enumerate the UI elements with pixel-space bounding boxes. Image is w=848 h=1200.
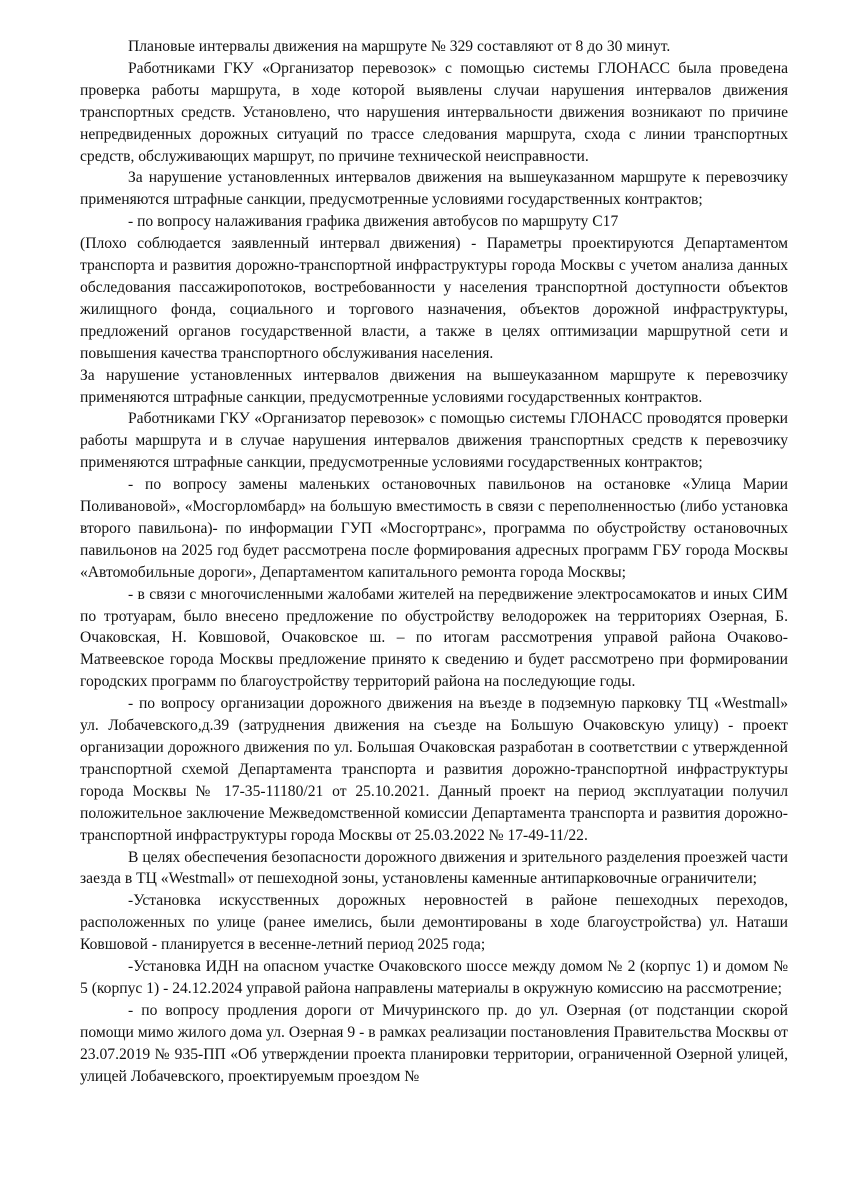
paragraph-speed-bumps-kovshovoy: -Установка искусственных дорожных неровностей в районе пешеходных переходов, расположенных по улице (ранее имелись, были демонтированы в ходе благоустройства) ул. Наташи Ковшовой - планируется в весенне-летний период 2025 года; xyxy=(80,892,788,954)
paragraph-penalties-2: За нарушение установленных интервалов движения на вышеуказанном маршруте к перевозчику применяются штрафные санкции, предусмотренные условиями государственных контрактов. xyxy=(80,366,788,406)
paragraph-route-329-intervals: Плановые интервалы движения на маршруте № 329 составляют от 8 до 30 минут. xyxy=(128,38,671,55)
paragraph-glonass-check: Работниками ГКУ «Организатор перевозок» с помощью системы ГЛОНАСС была проведена проверка работы маршрута, в ходе которой выявлены случаи нарушения интервалов движения транспортных средств. Установлено, что нарушения интервальности движения возникают по причине непредвиденных дорожных ситуаций по трассе следования маршрута, схода с линии транспортных средств, обслуживающих маршрут, по причине технической неисправности. xyxy=(80,59,788,165)
document-page xyxy=(80,36,788,1088)
paragraph-bike-lanes: - в связи с многочисленными жалобами жителей на передвижение электросамокатов и иных СИМ по тротуарам, было внесено предложение по обустройству велодорожек на территориях Озерная, Б. Очаковская, Н. Ковшовой, Очаковское ш. – по итогам рассмотрения управой района Очаково-Матвеевское города Москвы предложение принято к сведению и будет рассмотрено при формировании городских программ по благоустройству территорий района на последующие годы. xyxy=(80,585,788,691)
paragraph-route-c17: - по вопросу налаживания графика движения автобусов по маршруту С17 xyxy=(128,213,619,231)
paragraph-glonass-checks-2: Работниками ГКУ «Организатор перевозок» с помощью системы ГЛОНАСС проводятся проверки работы маршрута и в случае нарушения интервалов движения транспортных средств к перевозчику применяются штрафные санкции, предусмотренные условиями государственных контрактов; xyxy=(80,410,788,472)
paragraph-penalties-1: За нарушение установленных интервалов движения на вышеуказанном маршруте к перевозчику применяются штрафные санкции, предусмотренные условиями государственных контрактов; xyxy=(80,169,788,209)
paragraph-speed-bumps-ochakovskoe: -Установка ИДН на опасном участке Очаковского шоссе между домом № 2 (корпус 1) и домом № 5 (корпус 1) - 24.12.2024 управой района направлены материалы в окружную комиссию на рассмотрение; xyxy=(80,958,788,997)
paragraph-road-extension: - по вопросу продления дороги от Мичуринского пр. до ул. Озерная (от подстанции скорой помощи мимо жилого дома ул. Озерная 9 - в рамках реализации постановления Правительства Москвы от 23.07.2019 № 935-ПП «Об утверждении проекта планировки территории, ограниченной Озерной улицей, улицей Лобачевского, проектируемым проездом № xyxy=(80,1001,788,1085)
paragraph-route-c17-details: (Плохо соблюдается заявленный интервал движения) - Параметры проектируются Департаментом транспорта и развития дорожно-транспортной инфраструктуры города Москвы с учетом анализа данных обследования пассажиропотоков, востребованности у населения транспортной доступности объектов жилищного фонда, социального и торгового назначения, объектов дорожной инфраструктуры, предложений органов государственной власти, а также в целях оптимизации маршрутной сети и повышения качества транспортного обслуживания населения. xyxy=(80,235,788,362)
paragraph-bus-shelters: - по вопросу замены маленьких остановочных павильонов на остановке «Улица Марии Поливановой», «Мосгорломбард» на большую вместимость в связи с переполненностью (либо установка второго павильона)- по информации ГУП «Мосгортранс», программа по обустройству остановочных павильонов на 2025 год будет рассмотрена после формирования адресных программ ГБУ города Москвы «Автомобильные дороги», Департаментом капитального ремонта города Москвы; xyxy=(80,476,788,581)
paragraph-stone-barriers: В целях обеспечения безопасности дорожного движения и зрительного разделения проезжей части заезда в ТЦ «Westmall» от пешеходной зоны, установлены каменные антипарковочные ограничители; xyxy=(80,848,788,888)
paragraph-westmall-parking: - по вопросу организации дорожного движения на въезде в подземную парковку ТЦ «Westmall» ул. Лобачевского,д.39 (затруднения движения на съезде на Большую Очаковскую улицу) - проект организации дорожного движения по ул. Большая Очаковская разработан в соответствии с утвержденной транспортной схемой Департамента транспорта и развития дорожно-транспортной инфраструктуры города Москвы № 17-35-11180/21 от 25.10.2021. Данный проект на период эксплуатации получил положительное заключение Межведомственной комиссии Департамента транспорта и развития дорожно-транспортной инфраструктуры города Москвы от 25.03.2022 № 17-49-11/22. xyxy=(80,695,788,844)
